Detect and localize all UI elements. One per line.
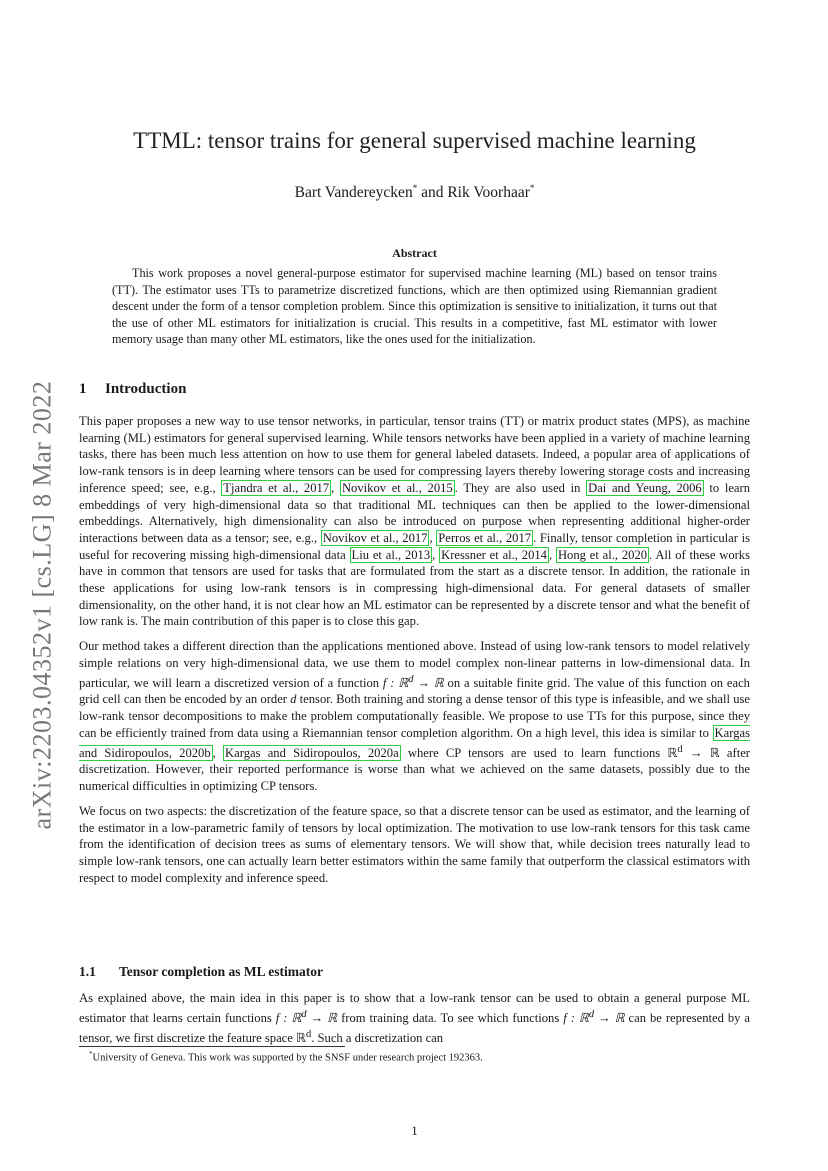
math-sup: d <box>677 743 683 755</box>
math-sup: d <box>408 673 414 685</box>
text-run: where CP tensors are used to learn functions <box>400 745 668 760</box>
text-run: Our method takes a different direction than the applications mentioned above. Instead of using low-rank tensors to model relatively simple relations on very high-dimensional data, we use them to model complex non-linear patterns in low-dimensional data. In particular, we will learn a discretized version of a function <box>79 639 750 690</box>
math-function <box>382 673 444 690</box>
introduction-body <box>79 413 750 894</box>
text-run: after discretization. However, their reported performance is worse than what we achieved on the same datasets, possibly due to the numerical difficulties in optimizing CP tensors. <box>79 745 750 794</box>
subsection-number: 1.1 <box>79 964 96 979</box>
author-2: Rik Voorhaar <box>447 184 530 202</box>
math-function <box>563 1008 625 1025</box>
subsection-body <box>79 990 750 1054</box>
citation-link[interactable]: Novikov et al., 2017 <box>322 530 428 545</box>
math-run: → ℝ <box>682 745 720 760</box>
author-1: Bart Vandereycken <box>294 184 413 202</box>
text-run: . Such a discretization can <box>311 1030 444 1045</box>
text-run: . They are also used in <box>454 480 587 495</box>
citation-link[interactable]: Kargas and Sidiropoulos, 2020a <box>225 745 399 760</box>
math-run: → ℝ <box>306 1010 338 1025</box>
citation-link[interactable]: Kressner et al., 2014 <box>441 547 547 562</box>
text-run: can be represented by a tensor, we first discretize the feature space <box>79 1010 750 1045</box>
abstract-text: This work proposes a novel general-purpose estimator for supervised machine learning (ML) based on tensor trains (TT). The estimator uses TTs to parametrize discretized functions, which are then optimized using Riemannian gradient descent under the form of a tensor completion problem. Since this optimization is sensitive to initialization, it turns out that the use of other ML estimators for initialization is crucial. This results in a competitive, fast ML estimator with lower memory usage than many other ML estimators, like the ones used for the initialization. <box>112 266 717 347</box>
subsection-title: Tensor completion as ML estimator <box>119 964 323 979</box>
citation-link[interactable]: Hong et al., 2020 <box>557 547 648 562</box>
math-sup: d <box>305 1028 312 1040</box>
intro-paragraph-1: This paper proposes a new way to use tensor networks, in particular, tensor trains (TT) or matrix product states (MPS), as machine learning (ML) estimators for general supervised learning. While tensors networks have been applied in a variety of machine learning tasks, there has been much less attention on how to use them for general labeled datasets. Indeed, a popular area of applications of low-rank tensors is in deep learning where tensors can be used for compressing layers thereby lowering storage costs and increasing inference speed; see, e.g., Tjandra et al., 2017 , Novikov et al., 2015 . They are also used in Dai and Yeung, 2006 to learn embeddings of very high-dimensional data so that traditional ML techniques can then be applied to the lower-dimensional embeddings. Alternatively, high dimensionality can also be introduced on purpose when representing additional higher-order interactions between data as a tensor; see, e.g., Novikov et al., 2017 , Perros et al., 2017 . Finally, tensor completion in particular is useful for recovering missing high-dimensional data Liu et al., 2013 , Kressner et al., 2014 , Hong et al., 2020 . All of these works have in common that tensors are used for tasks that are formulated from the start as a discrete tensor. In addition, the rationale in these applications for using low-rank tensors is in compressing high-dimensional data. For general datasets of smaller dimensionality, on the other hand, it is not clear how an ML estimator can be represented by a discrete tensor and what the benefit of low rank is. The main contribution of this paper is to close this gap. <box>79 414 751 629</box>
citation-link[interactable]: Dai and Yeung, 2006 <box>588 480 702 495</box>
math-run: ℝ <box>667 745 678 760</box>
footnote-text: University of Geneva. This work was supported by the SNSF under research project 192363. <box>92 1052 483 1064</box>
math-sup: d <box>301 1008 307 1020</box>
text-run: . All of these works have in common that tensors are used for tasks that are formulated from the start as a discrete tensor. In addition, the rationale in these applications for using low-rank tensors is in compressing high-dimensional data. For general datasets of smaller dimensionality, on the other hand, it is not clear how an ML estimator can be represented by a discrete tensor and what the benefit of low rank is. The main contribution of this paper is to close this gap. <box>79 547 751 629</box>
math-run: ℝ <box>295 1030 306 1045</box>
citation-link[interactable]: Liu et al., 2013 <box>351 547 431 562</box>
paper-title: TTML: tensor trains for general supervised machine learning <box>133 128 696 153</box>
math-run: f : ℝ <box>275 1010 302 1025</box>
intro-paragraph-3: We focus on two aspects: the discretization of the feature space, so that a discrete tensor can be used as estimator, and the learning of the estimator in a low-parametric family of tensors by local optimization. The motivation to use low-rank tensors for this task came from the identification of decision trees as sums of elementary tensors. We will show that, while decision trees naturally lead to simple low-rank tensors, one can actually learn better estimators within the same family that outperform the classical estimators with respect to model complexity and inference speed. <box>79 803 750 885</box>
footnote-mark: * <box>89 1050 93 1058</box>
section-title: Introduction <box>105 381 187 397</box>
author-1-mark: * <box>412 183 418 193</box>
citation-link[interactable]: Perros et al., 2017 <box>438 530 532 545</box>
citation-link[interactable]: Tjandra et al., 2017 <box>223 480 330 495</box>
citation-link[interactable]: Novikov et al., 2015 <box>341 480 453 495</box>
math-run: f : ℝ <box>382 675 409 690</box>
arxiv-identifier <box>22 365 62 845</box>
intro-paragraph-2: Our method takes a different direction than the applications mentioned above. Instead of using low-rank tensors to model relatively simple relations on very high-dimensional data, we use them to model complex non-linear patterns in low-dimensional data. In particular, we will learn a discretized version of a function f : ℝ$^d$ → ℝ on a suitable finite grid. The value of this function on each grid cell can then be encoded by an order d tensor. Both training and storing a dense tensor of this type is infeasible, and we shall use low-rank tensor decompositions to make the problem computationally feasible. We propose to use TTs for this purpose, since they can be efficiently trained from data using a Riemannian tensor completion algorithm. On a high level, this idea is similar to Kargas and Sidiropoulos, 2020b , Kargas and Sidiropoulos, 2020a where CP tensors are used to learn functions ℝ$^d$ → ℝ after discretization. However, their reported performance is worse than what we achieved on the same datasets, possibly due to the numerical difficulties in optimizing CP tensors. <box>79 639 750 794</box>
text-run: tensor. Both training and storing a dense tensor of this type is infeasible, and we shall use low-rank tensor decompositions to make the problem computationally feasible. We propose to use TTs for this purpose, since they can be efficiently trained from data using a Riemannian tensor completion algorithm. On a high level, this idea is similar to <box>79 692 750 740</box>
math-run: f : ℝ <box>563 1010 589 1025</box>
author-2-mark: * <box>529 183 535 193</box>
section-number: 1 <box>79 381 87 397</box>
math-function <box>275 1008 338 1025</box>
text-run: . Finally, tensor completion in particular is useful for recovering missing high-dimensional data <box>79 530 750 562</box>
text-run: on a suitable finite grid. The value of this function on each grid cell can then be encoded by an order <box>79 675 750 707</box>
text-run: from training data. To see which functions <box>337 1010 564 1025</box>
math-run: → ℝ <box>594 1010 625 1025</box>
abstract-heading: Abstract <box>392 246 437 260</box>
footnote <box>89 1050 749 1064</box>
abstract <box>112 265 717 348</box>
subsection-paragraph-1 <box>79 990 750 1046</box>
section-heading-introduction <box>79 381 186 398</box>
text-run: This paper proposes a new way to use tensor networks, in particular, tensor trains (TT) or matrix product states (MPS), as machine learning (ML) estimators for general supervised learning. While tensors networks have been applied in a variety of machine learning tasks, there has been much less attention on how to use them for general labeled datasets. Indeed, a popular area of applications of low-rank tensors is in deep learning where tensors can be used for compressing layers thereby lowering storage costs and increasing inference speed; see, e.g., <box>79 414 750 495</box>
citation-link[interactable]: Kargas and Sidiropoulos, 2020b <box>79 725 750 760</box>
text-run: As explained above, the main idea in this paper is to show that a low-rank tensor can be used to obtain a general purpose ML estimator that learns certain functions <box>79 991 750 1025</box>
text-run: to learn embeddings of very high-dimensional data so that traditional ML techniques can then be applied to the lower-dimensional embeddings. Alternatively, high dimensionality can also be introduced on purpose when representing additional higher-order interactions between data as a tensor; see, e.g., <box>79 480 751 545</box>
math-sup: d <box>588 1008 595 1020</box>
math-d: d <box>290 692 297 707</box>
footnote-divider <box>79 1046 345 1047</box>
subsection-heading-tensor-completion <box>79 964 323 980</box>
author-line <box>79 183 750 202</box>
author-connector: and <box>417 184 448 202</box>
math-run: → ℝ <box>413 675 444 690</box>
page-number: 1 <box>411 1123 418 1138</box>
arxiv-id-text: arXiv:2203.04352v1 [cs.LG] 8 Mar 2022 <box>27 380 56 830</box>
